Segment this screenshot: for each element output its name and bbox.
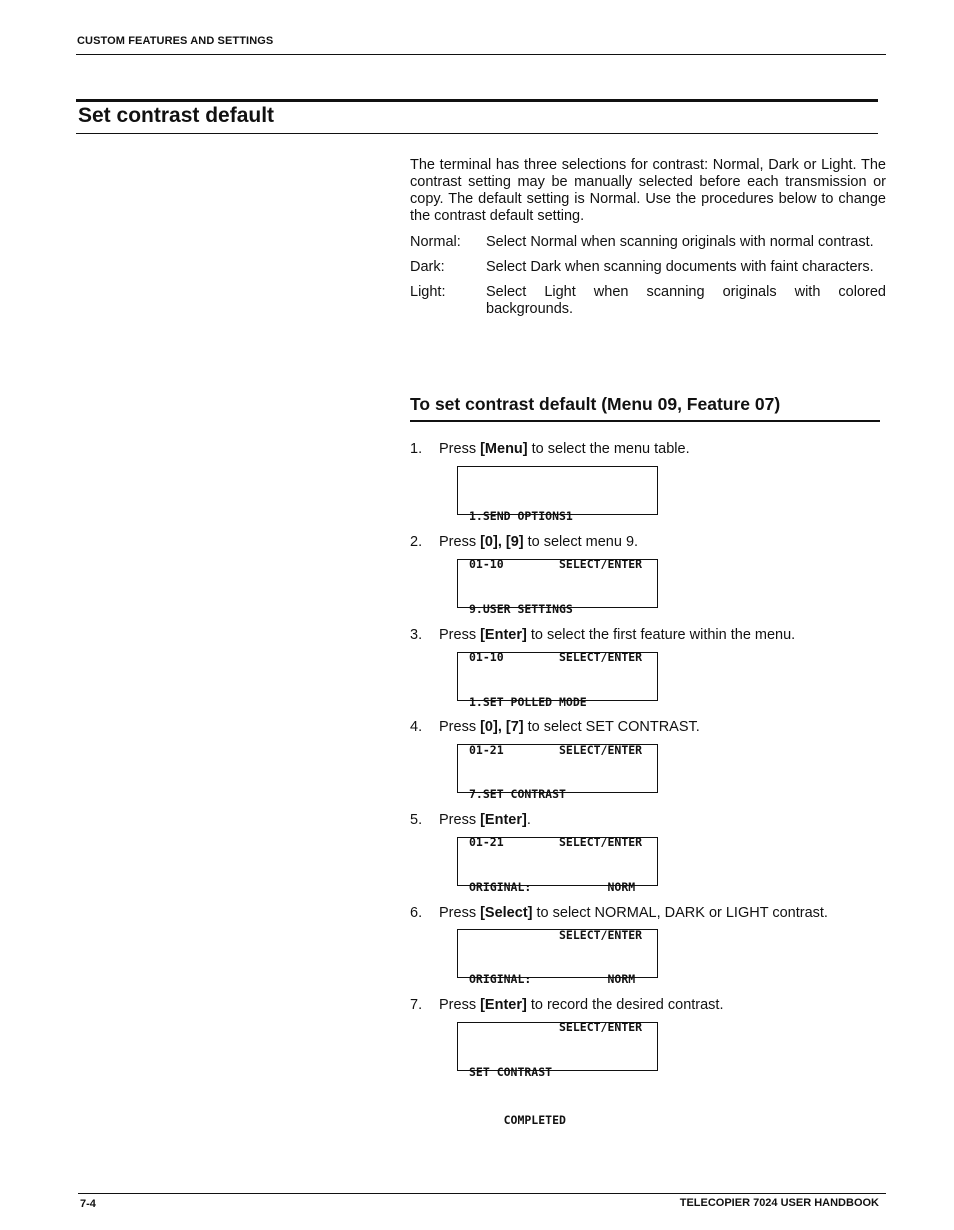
step-3 [410, 627, 795, 643]
definition-normal [410, 234, 886, 251]
key-name: [0], [7] [480, 719, 524, 735]
definition-desc: Select Normal when scanning originals with normal contrast. [486, 234, 874, 250]
procedure-title: To set contrast default (Menu 09, Feature 07) [410, 394, 781, 414]
key-name: [0], [9] [480, 534, 524, 550]
footer-title: TELECOPIER 7024 USER HANDBOOK [679, 1197, 879, 1209]
definition-dark [410, 259, 886, 276]
header-rule [76, 54, 886, 55]
lcd-line-2: COMPLETED [469, 1113, 566, 1127]
step-4 [410, 719, 700, 735]
lcd-line-1: 9.USER SETTINGS [469, 602, 573, 616]
step-7 [410, 997, 723, 1013]
lcd-line-2: SELECT/ENTER [469, 1020, 643, 1034]
key-name: [Enter] [480, 627, 527, 643]
step-5 [410, 812, 531, 828]
lcd-display-7 [457, 1022, 658, 1127]
step-number: 4. [410, 719, 423, 735]
key-name: [Enter] [480, 997, 527, 1013]
lcd-line-1: 7.SET CONTRAST [469, 787, 566, 801]
page-number: 7-4 [80, 1198, 96, 1210]
step-text: . [526, 812, 531, 828]
step-text: Press [439, 905, 481, 921]
definition-term: Normal: [410, 234, 461, 250]
key-name: [Enter] [480, 812, 527, 828]
lcd-line-1: 1.SET POLLED MODE [469, 695, 587, 709]
footer-rule [78, 1193, 886, 1194]
step-number: 2. [410, 534, 423, 550]
step-number: 6. [410, 905, 423, 921]
procedure-rule [410, 420, 880, 422]
lcd-line-2: 01-10 SELECT/ENTER [469, 650, 643, 664]
step-6 [410, 905, 828, 921]
step-text: Press [439, 719, 481, 735]
section-bottom-rule [76, 133, 878, 134]
step-2 [410, 534, 638, 550]
step-text: to select SET CONTRAST. [523, 719, 700, 735]
section-title: Set contrast default [78, 104, 275, 127]
step-text: Press [439, 441, 481, 457]
lcd-line-1: ORIGINAL: NORM [469, 880, 636, 894]
lcd-line-1: ORIGINAL: NORM [469, 972, 636, 986]
step-number: 7. [410, 997, 423, 1013]
definition-term: Dark: [410, 259, 445, 275]
step-text: Press [439, 997, 481, 1013]
step-text: to select NORMAL, DARK or LIGHT contrast. [532, 905, 828, 921]
step-text: to record the desired contrast. [526, 997, 724, 1013]
contrast-definitions [410, 234, 886, 326]
lcd-line-2: 01-10 SELECT/ENTER [469, 557, 643, 571]
step-text: Press [439, 812, 481, 828]
definition-desc: Select Light when scanning originals with colored backgrounds. [486, 284, 886, 317]
lcd-line-1: 1.SEND OPTIONS1 [469, 509, 573, 523]
definition-light [410, 284, 886, 318]
step-1 [410, 441, 690, 457]
intro-paragraph: The terminal has three selections for contrast: Normal, Dark or Light. The contrast setting may be manually selected before each transmission or copy. The default setting is Normal. Use the procedures below to change the contrast default setting. [410, 157, 886, 224]
definition-term: Light: [410, 284, 446, 300]
step-number: 3. [410, 627, 423, 643]
section-top-rule [76, 99, 878, 102]
step-text: Press [439, 534, 481, 550]
step-text: Press [439, 627, 481, 643]
step-text: to select menu 9. [523, 534, 639, 550]
lcd-line-2: 01-21 SELECT/ENTER [469, 835, 643, 849]
lcd-line-2: SELECT/ENTER [469, 928, 643, 942]
step-text: to select the first feature within the menu. [526, 627, 796, 643]
running-head: CUSTOM FEATURES AND SETTINGS [77, 35, 274, 47]
step-number: 1. [410, 441, 423, 457]
key-name: [Select] [480, 905, 533, 921]
lcd-line-2: 01-21 SELECT/ENTER [469, 743, 643, 757]
key-name: [Menu] [480, 441, 528, 457]
definition-desc: Select Dark when scanning documents with faint characters. [486, 259, 874, 275]
step-number: 5. [410, 812, 423, 828]
step-text: to select the menu table. [527, 441, 690, 457]
lcd-line-1: SET CONTRAST [469, 1065, 553, 1079]
